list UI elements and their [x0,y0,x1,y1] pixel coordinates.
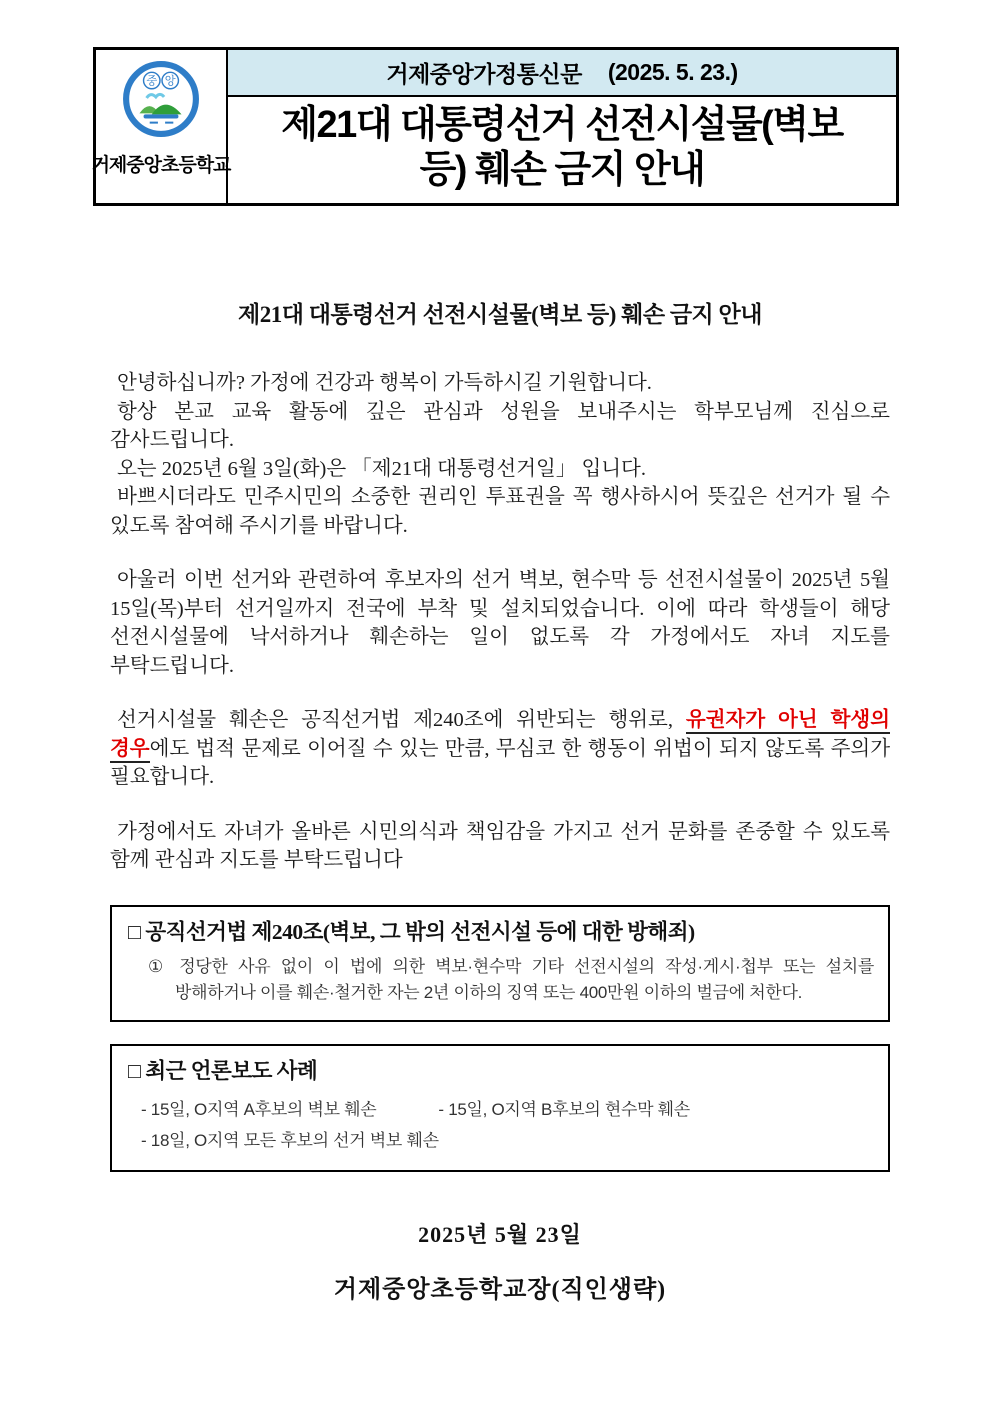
school-logo-icon [122,60,200,138]
school-name: 거제중앙초등학교 [91,155,231,176]
voting-participation-paragraph: 바쁘시더라도 민주시민의 소중한 권리인 투표권을 꼭 행사하시어 뜻깊은 선거가 될 수 있도록 참여해 주시기를 바랍니다. [110,486,890,537]
facilities-notice-section [110,566,890,680]
news-row-2 [141,1125,874,1156]
news-item: - 18일, O지역 모든 후보의 선거 벽보 훼손 [141,1130,439,1150]
legal-warning-section [110,706,890,792]
law-box-title: □ 공직선거법 제240조(벽보, 그 밖의 선전시설 등에 대한 방해죄) [128,919,695,944]
greeting-section [110,369,890,540]
law-box [110,905,890,1022]
news-row-1 [141,1094,874,1125]
logo-water-icon [144,114,179,118]
header-logo-cell [91,50,231,203]
header-title-line-2: 등) 훼손 금지 안내 [419,149,705,191]
guidance-request-paragraph: 가정에서도 자녀가 올바른 시민의식과 책임감을 가지고 선거 문화를 존중할 수 있도록 함께 관심과 지도를 부탁드립니다 [110,820,890,871]
newsletter-name: 거제중앙가정통신문 [386,61,582,87]
legal-warning-text-after: 에도 법적 문제로 이어질 수 있는 만큼, 무심코 한 행동이 위법이 되지 않도록 주의가 필요합니다. [110,737,890,788]
newsletter-date: (2025. 5. 23.) [607,59,738,85]
header-title-line-1: 제21대 대통령선거 선전시설물(벽보 [281,104,843,146]
news-item: - 15일, O지역 B후보의 현수막 훼손 [438,1099,690,1119]
legal-warning-text-before: 선거시설물 훼손은 공직선거법 제240조에 위반되는 행위로, [117,709,686,731]
news-item: - 15일, O지역 A후보의 벽보 훼손 [141,1099,377,1119]
facilities-notice-paragraph: 아울러 이번 선거와 관련하여 후보자의 선거 벽보, 현수막 등 선전시설물이 2025년 5월 15일(목)부터 선거일까지 전국에 부착 및 설치되었습니다. 이에 따라 학생들이 해당 선전시설물에 낙서하거나 훼손하는 일이 없도록 각 가정에서도 자녀 지도를 부탁드립니다. [110,569,890,677]
law-box-content: ① 정당한 사유 없이 이 법에 의한 벽보·현수막 기타 선전시설의 작성·게시·첩부 또는 설치를 방해하거나 이를 훼손·철거한 자는 2년 이하의 징역 또는 400만원 이하의 벌금에 처한다. [148,956,874,1002]
newsletter-banner [228,50,896,97]
election-day-paragraph: 오는 2025년 6월 3일(화)은 「제21대 대통령선거일」 입니다. [117,457,646,480]
news-box [110,1044,890,1172]
footer-date: 2025년 5월 23일 [418,1221,582,1247]
document-body [110,296,890,1304]
news-box-content [128,1094,874,1156]
logo-char-1: 중 [146,75,158,88]
header-main-title [228,97,896,203]
header-table [93,47,899,206]
guidance-request-section [110,818,890,875]
footer-signature: 거제중앙초등학교장(직인생략) [333,1276,667,1303]
header-right-column [228,50,896,203]
greeting-paragraph: 안녕하십니까? 가정에 건강과 행복이 가득하시길 기원합니다. [117,372,652,394]
body-title: 제21대 대통령선거 선전시설물(벽보 등) 훼손 금지 안내 [238,302,762,327]
logo-char-2: 앙 [164,75,176,88]
news-box-title: □ 최근 언론보도 사례 [128,1058,318,1083]
highlighted-warning-text: 유권자가 아닌 학생의 경우 [110,709,890,763]
thanks-paragraph: 항상 본교 교육 활동에 깊은 관심과 성원을 보내주시는 학부모님께 진심으로 감사드립니다. [110,400,890,451]
legal-warning-paragraph [110,706,890,792]
